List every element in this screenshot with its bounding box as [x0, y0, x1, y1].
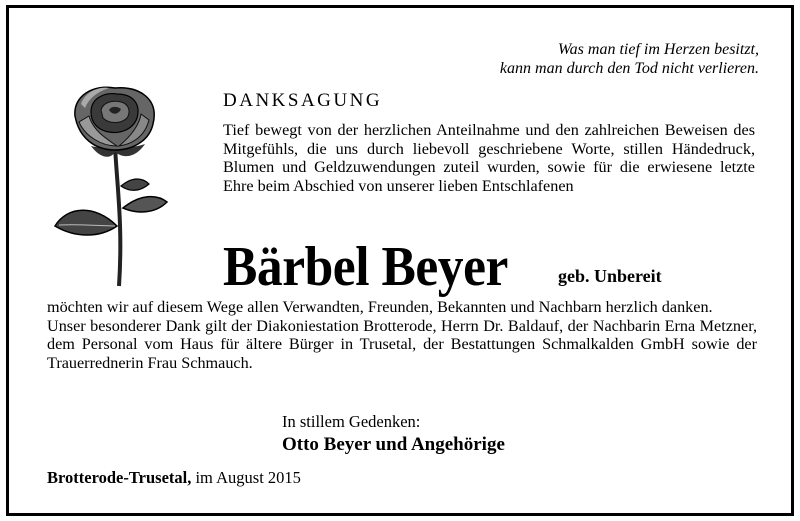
thanks-body	[47, 298, 757, 372]
maiden-name: geb. Unbereit	[558, 266, 662, 286]
intro-paragraph: Tief bewegt von der herzlichen Anteilnahme und den zahlreichen Beweisen des Mitgefühls, die uns durch liebevoll geschriebene Worte, stillen Händedruck, Blumen und Geldzuwendungen zuteil wurden, sowie für die erwiesene letzte Ehre beim Abschied von unserer lieben Entschlafenen	[223, 121, 755, 195]
thanks-paragraph-2: Unser besonderer Dank gilt der Diakoniestation Brotterode, Herrn Dr. Baldauf, der Nachbarin Erna Metzner, dem Personal vom Haus für ältere Bürger in Trusetal, der Bestattungen Schmalkalden GmbH sowie der Trauerrednerin Frau Schmauch.	[47, 316, 757, 372]
deceased-name: Bärbel Beyer	[223, 236, 508, 298]
in-memory-line: In stillem Gedenken:	[282, 412, 421, 431]
heading-danksagung: DANKSAGUNG	[223, 90, 383, 111]
motto-line-2: kann man durch den Tod nicht verlieren.	[499, 60, 759, 77]
place-date-line	[47, 468, 301, 488]
date: im August 2015	[195, 468, 301, 487]
thanks-paragraph-1: möchten wir auf diesem Wege allen Verwandten, Freunden, Bekannten und Nachbarn herzlich danken.	[47, 298, 713, 316]
motto-line-1: Was man tief im Herzen besitzt,	[557, 41, 759, 58]
rose-icon	[45, 76, 185, 288]
motto	[500, 40, 759, 78]
deceased-name-line	[223, 235, 662, 299]
obituary-notice	[6, 5, 794, 516]
place: Brotterode-Trusetal,	[47, 468, 192, 487]
signers: Otto Beyer und Angehörige	[282, 434, 505, 455]
